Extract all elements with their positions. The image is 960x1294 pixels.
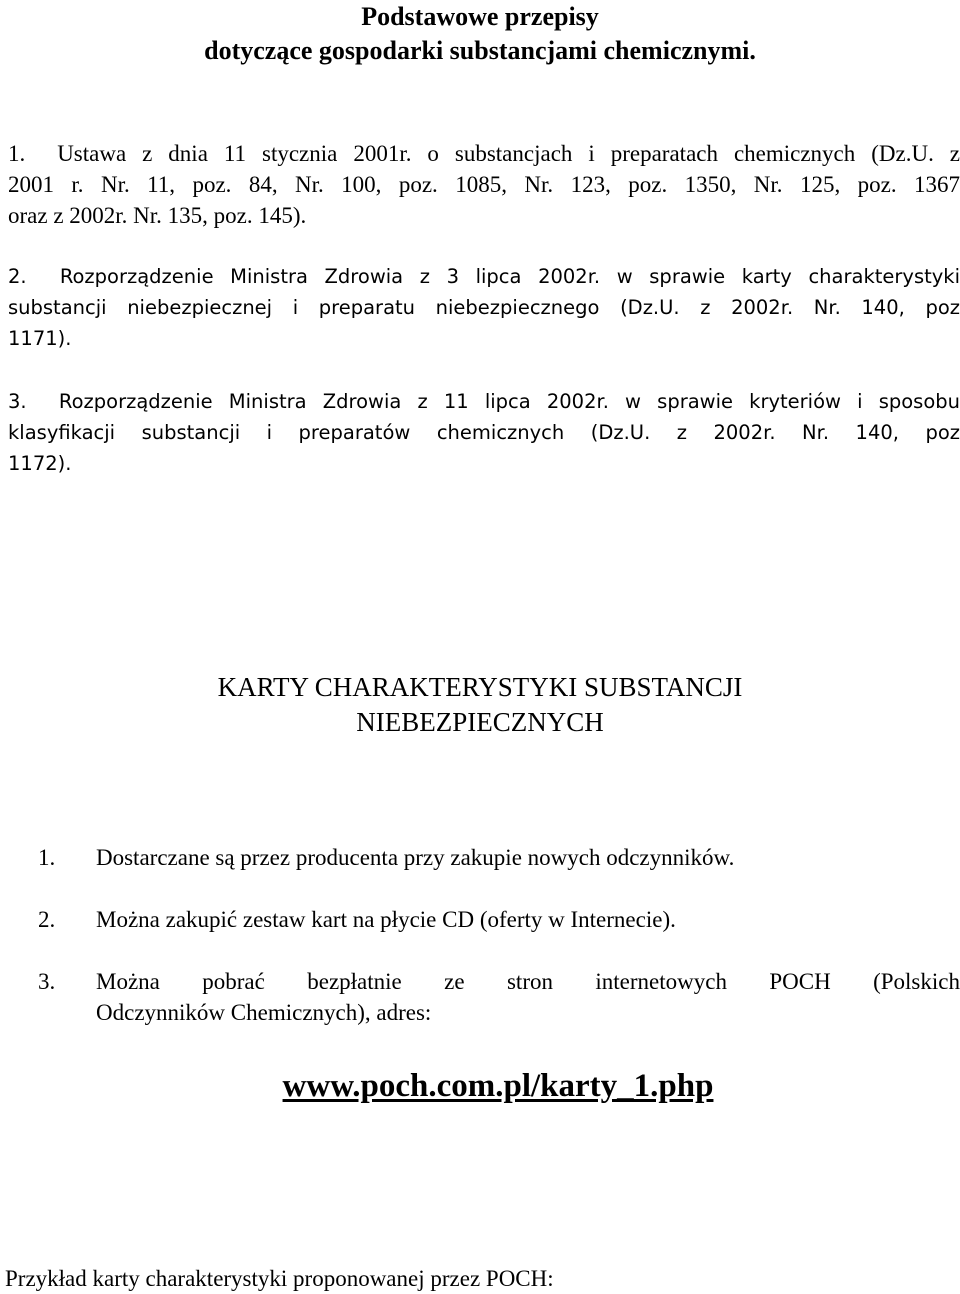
law-item-line: oraz z 2002r. Nr. 135, poz. 145). [8, 203, 307, 228]
law-item-number: 2. [8, 265, 27, 288]
card-item-3 [38, 966, 960, 1028]
section-heading-line-1: KARTY CHARAKTERYSTYKI SUBSTANCJI [217, 672, 743, 702]
card-item-1 [38, 842, 960, 873]
card-item-text: Odczynników Chemicznych), adres: [96, 1000, 432, 1025]
law-item-line: Ustawa z dnia 11 stycznia 2001r. o substancjach i preparatach chemicznych (Dz.U. z [57, 141, 960, 166]
card-item-text: Można pobrać bezpłatnie ze stron internetowych POCH (Polskich [96, 969, 960, 994]
law-item-line: Rozporządzenie Ministra Zdrowia z 3 lipca 2002r. w sprawie karty charakterystyki [59, 265, 960, 288]
card-item-number: 3. [38, 969, 56, 994]
card-item-text: Dostarczane są przez producenta przy zakupie nowych odczynników. [96, 845, 735, 870]
poch-url-link[interactable]: www.poch.com.pl/karty_1.php [282, 1068, 714, 1104]
card-item-text: Można zakupić zestaw kart na płycie CD (oferty w Internecie). [96, 907, 676, 932]
section-heading [0, 670, 960, 740]
law-item-line: 2001 r. Nr. 11, poz. 84, Nr. 100, poz. 1085, Nr. 123, poz. 1350, Nr. 125, poz. 1367 [8, 172, 960, 197]
card-item-number: 1. [38, 845, 56, 870]
law-item-3 [8, 386, 960, 479]
card-item-number: 2. [38, 907, 56, 932]
section-heading-line-2: NIEBEZPIECZNYCH [356, 707, 604, 737]
law-item-line: Rozporządzenie Ministra Zdrowia z 11 lipca 2002r. w sprawie kryteriów i sposobu [58, 390, 960, 413]
footer-text: Przykład karty charakterystyki proponowanej przez POCH: [5, 1266, 554, 1291]
law-item-line: substancji niebezpiecznej i preparatu niebezpiecznego (Dz.U. z 2002r. Nr. 140, poz [8, 296, 960, 319]
law-item-line: 1172). [8, 452, 72, 475]
law-item-1 [8, 138, 960, 231]
law-item-number: 3. [8, 390, 27, 413]
law-item-line: 1171). [8, 327, 72, 350]
title-line-2: dotyczące gospodarki substancjami chemicznymi. [204, 36, 756, 65]
card-item-2 [38, 904, 960, 935]
law-item-2 [8, 261, 960, 354]
law-item-line: klasyfikacji substancji i preparatów chemicznych (Dz.U. z 2002r. Nr. 140, poz [8, 421, 960, 444]
title-line-1: Podstawowe przepisy [361, 2, 599, 31]
law-item-number: 1. [8, 141, 26, 166]
